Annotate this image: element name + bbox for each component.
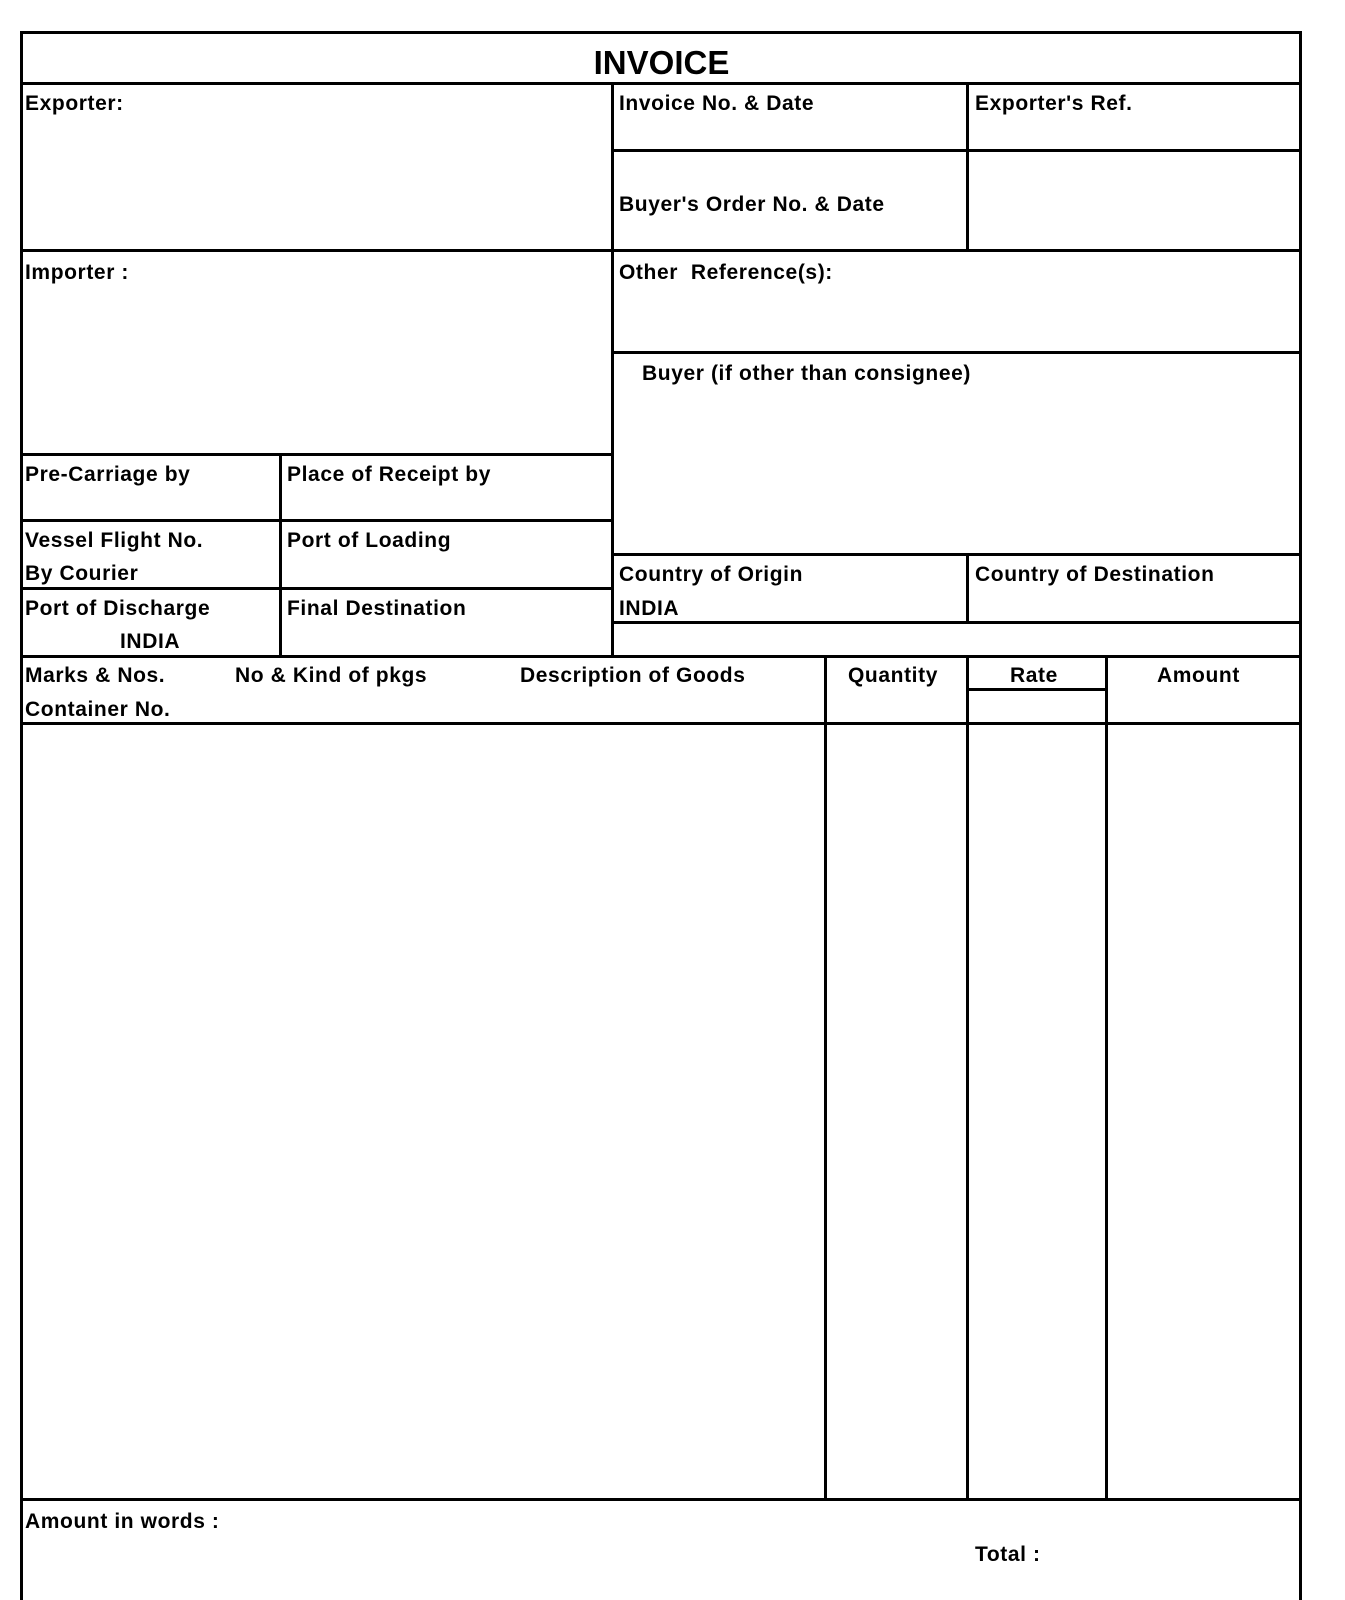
- divider: [20, 1498, 1302, 1501]
- divider: [966, 553, 969, 623]
- marks-header: Marks & Nos.: [25, 664, 166, 687]
- container-header: Container No.: [25, 698, 171, 721]
- pkgs-header: No & Kind of pkgs: [235, 664, 428, 687]
- amount-in-words-label: Amount in words :: [25, 1510, 220, 1533]
- amount-header: Amount: [1157, 664, 1240, 687]
- right-border: [1299, 31, 1302, 1600]
- other-references-label: Other Reference(s):: [619, 261, 833, 284]
- exporters-ref-label: Exporter's Ref.: [975, 92, 1133, 115]
- divider: [966, 82, 969, 251]
- divider: [611, 82, 614, 657]
- pre-carriage-label: Pre-Carriage by: [25, 463, 191, 486]
- divider: [20, 519, 614, 522]
- description-header: Description of Goods: [520, 664, 746, 687]
- country-of-origin-value: INDIA: [619, 597, 680, 620]
- buyers-order-label: Buyer's Order No. & Date: [619, 193, 885, 216]
- divider: [20, 82, 1302, 85]
- country-of-destination-label: Country of Destination: [975, 563, 1215, 586]
- divider: [611, 149, 1302, 152]
- divider: [611, 621, 1302, 624]
- final-destination-label: Final Destination: [287, 597, 467, 620]
- page-title: INVOICE: [593, 44, 730, 81]
- vessel-flight-label: Vessel Flight No.: [25, 529, 204, 552]
- place-of-receipt-label: Place of Receipt by: [287, 463, 491, 486]
- divider: [611, 351, 1302, 354]
- quantity-header: Quantity: [848, 664, 938, 687]
- invoice-no-date-label: Invoice No. & Date: [619, 92, 815, 115]
- divider: [20, 249, 1302, 252]
- divider: [824, 655, 827, 1501]
- total-label: Total :: [975, 1543, 1041, 1566]
- divider: [1105, 655, 1108, 1501]
- importer-label: Importer :: [25, 261, 130, 284]
- exporter-label: Exporter:: [25, 92, 124, 115]
- divider: [20, 587, 614, 590]
- divider: [966, 655, 969, 1501]
- buyer-other-label: Buyer (if other than consignee): [642, 362, 971, 385]
- divider: [20, 453, 614, 456]
- left-border: [20, 31, 23, 1600]
- top-border: [20, 31, 1302, 34]
- port-of-loading-label: Port of Loading: [287, 529, 452, 552]
- divider: [279, 453, 282, 657]
- divider: [20, 655, 1302, 658]
- port-of-discharge-label: Port of Discharge: [25, 597, 211, 620]
- vessel-flight-value: By Courier: [25, 562, 139, 585]
- divider: [20, 722, 1302, 725]
- divider: [611, 553, 1302, 556]
- rate-header: Rate: [1010, 664, 1058, 687]
- port-of-discharge-value: INDIA: [120, 630, 181, 653]
- country-of-origin-label: Country of Origin: [619, 563, 804, 586]
- divider: [966, 688, 1108, 691]
